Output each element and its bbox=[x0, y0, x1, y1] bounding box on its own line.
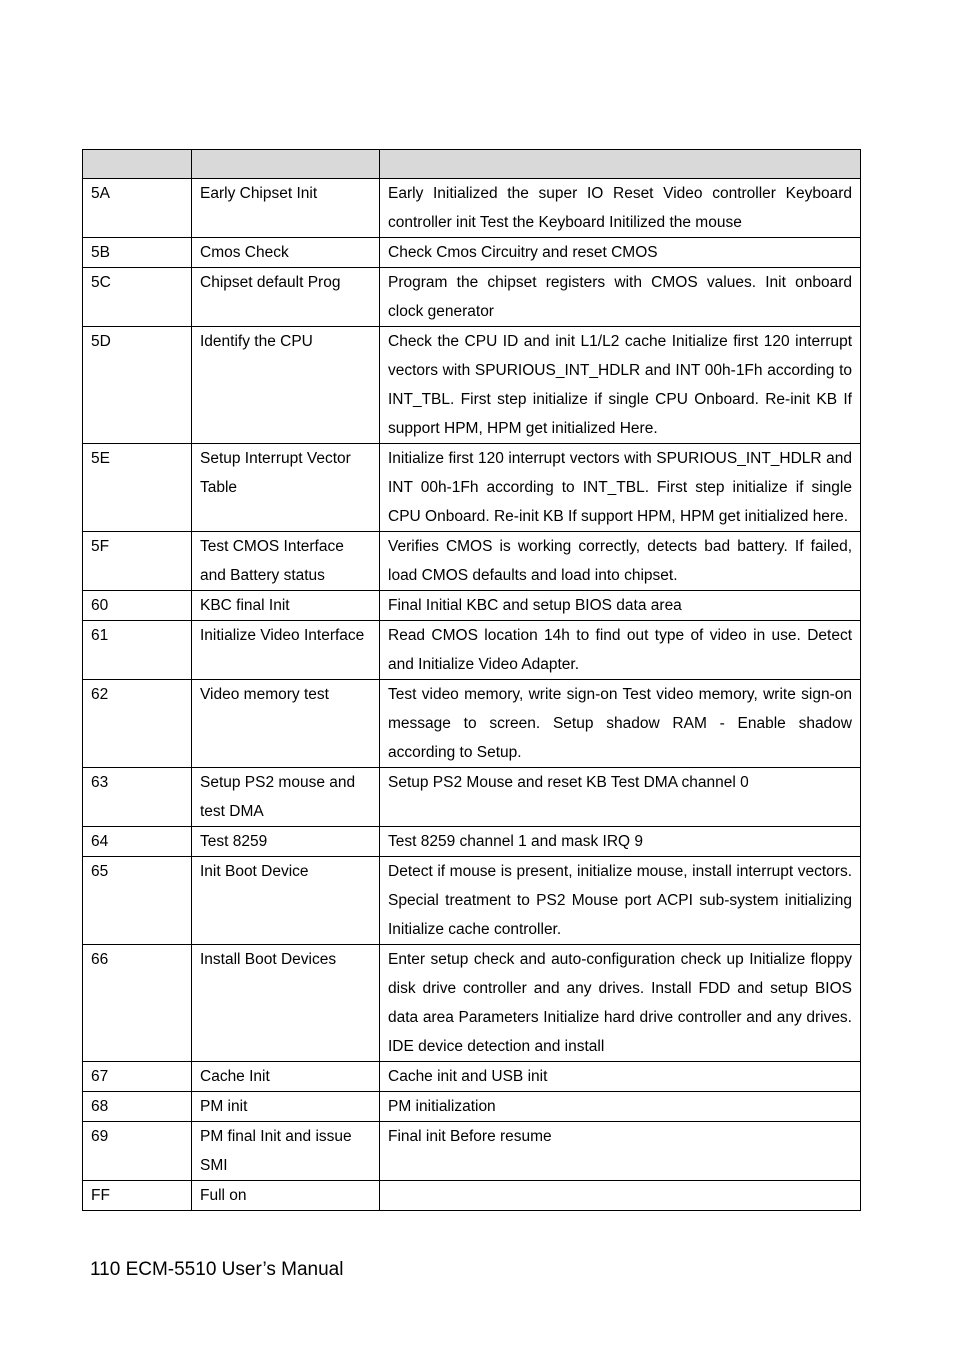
name-cell: Full on bbox=[192, 1181, 380, 1211]
table-body bbox=[83, 179, 861, 1211]
description-cell: Early Initialized the super IO Reset Video controller Keyboard controller init Test the Keyboard Initilized the mouse bbox=[380, 179, 861, 238]
description-cell: Initialize first 120 interrupt vectors with SPURIOUS_INT_HDLR and INT 00h-1Fh according to INT_TBL. First step initialize if single CPU Onboard. Re-init KB If support HPM, HPM get initialized here. bbox=[380, 444, 861, 532]
page-footer: 110 ECM-5510 User’s Manual bbox=[90, 1259, 344, 1280]
code-cell: 5B bbox=[83, 238, 192, 268]
description-cell: Cache init and USB init bbox=[380, 1062, 861, 1092]
name-cell: Chipset default Prog bbox=[192, 268, 380, 327]
header-cell-name bbox=[192, 150, 380, 179]
name-cell: Init Boot Device bbox=[192, 857, 380, 945]
code-cell: 66 bbox=[83, 945, 192, 1062]
code-cell: 64 bbox=[83, 827, 192, 857]
name-cell: PM final Init and issue SMI bbox=[192, 1122, 380, 1181]
table-header-row bbox=[83, 150, 861, 179]
name-cell: Video memory test bbox=[192, 680, 380, 768]
code-cell: 63 bbox=[83, 768, 192, 827]
table-row bbox=[83, 857, 861, 945]
name-cell: Cache Init bbox=[192, 1062, 380, 1092]
description-cell: Setup PS2 Mouse and reset KB Test DMA channel 0 bbox=[380, 768, 861, 827]
name-cell: Setup PS2 mouse and test DMA bbox=[192, 768, 380, 827]
table-row bbox=[83, 327, 861, 444]
description-cell bbox=[380, 1181, 861, 1211]
description-cell: Program the chipset registers with CMOS values. Init onboard clock generator bbox=[380, 268, 861, 327]
table-row bbox=[83, 1122, 861, 1181]
name-cell: Test 8259 bbox=[192, 827, 380, 857]
description-cell: Verifies CMOS is working correctly, detects bad battery. If failed, load CMOS defaults and load into chipset. bbox=[380, 532, 861, 591]
code-cell: 5A bbox=[83, 179, 192, 238]
post-code-table bbox=[82, 149, 861, 1211]
name-cell: Setup Interrupt Vector Table bbox=[192, 444, 380, 532]
code-cell: 65 bbox=[83, 857, 192, 945]
name-cell: PM init bbox=[192, 1092, 380, 1122]
table-row bbox=[83, 179, 861, 238]
table-row bbox=[83, 945, 861, 1062]
header-cell-code bbox=[83, 150, 192, 179]
description-cell: Read CMOS location 14h to find out type of video in use. Detect and Initialize Video Adapter. bbox=[380, 621, 861, 680]
table-row bbox=[83, 238, 861, 268]
name-cell: Early Chipset Init bbox=[192, 179, 380, 238]
description-cell: Enter setup check and auto-configuration check up Initialize floppy disk drive controller and any drives. Install FDD and setup BIOS data area Parameters Initialize hard drive controller and any drives. IDE device detection and install bbox=[380, 945, 861, 1062]
code-cell: 5E bbox=[83, 444, 192, 532]
table-row bbox=[83, 621, 861, 680]
description-cell: Final init Before resume bbox=[380, 1122, 861, 1181]
table-row bbox=[83, 444, 861, 532]
code-cell: 67 bbox=[83, 1062, 192, 1092]
table-row bbox=[83, 1062, 861, 1092]
header-cell-description bbox=[380, 150, 861, 179]
table-row bbox=[83, 768, 861, 827]
code-cell: 62 bbox=[83, 680, 192, 768]
name-cell: KBC final Init bbox=[192, 591, 380, 621]
description-cell: Test 8259 channel 1 and mask IRQ 9 bbox=[380, 827, 861, 857]
code-cell: 5C bbox=[83, 268, 192, 327]
description-cell: Detect if mouse is present, initialize mouse, install interrupt vectors. Special treatment to PS2 Mouse port ACPI sub-system initializing Initialize cache controller. bbox=[380, 857, 861, 945]
table-row bbox=[83, 680, 861, 768]
table-row bbox=[83, 591, 861, 621]
code-cell: FF bbox=[83, 1181, 192, 1211]
name-cell: Install Boot Devices bbox=[192, 945, 380, 1062]
table-row bbox=[83, 268, 861, 327]
table-row bbox=[83, 827, 861, 857]
name-cell: Initialize Video Interface bbox=[192, 621, 380, 680]
code-cell: 69 bbox=[83, 1122, 192, 1181]
code-cell: 60 bbox=[83, 591, 192, 621]
name-cell: Test CMOS Interface and Battery status bbox=[192, 532, 380, 591]
description-cell: Check the CPU ID and init L1/L2 cache Initialize first 120 interrupt vectors with SPURIOUS_INT_HDLR and INT 00h-1Fh according to INT_TBL. First step initialize if single CPU Onboard. Re-init KB If support HPM, HPM get initialized Here. bbox=[380, 327, 861, 444]
description-cell: Final Initial KBC and setup BIOS data area bbox=[380, 591, 861, 621]
table-row bbox=[83, 1092, 861, 1122]
name-cell: Identify the CPU bbox=[192, 327, 380, 444]
description-cell: Test video memory, write sign-on Test video memory, write sign-on message to screen. Setup shadow RAM - Enable shadow according to Setup. bbox=[380, 680, 861, 768]
code-cell: 5F bbox=[83, 532, 192, 591]
code-cell: 61 bbox=[83, 621, 192, 680]
description-cell: Check Cmos Circuitry and reset CMOS bbox=[380, 238, 861, 268]
code-cell: 5D bbox=[83, 327, 192, 444]
name-cell: Cmos Check bbox=[192, 238, 380, 268]
description-cell: PM initialization bbox=[380, 1092, 861, 1122]
table-row bbox=[83, 532, 861, 591]
table-row bbox=[83, 1181, 861, 1211]
code-cell: 68 bbox=[83, 1092, 192, 1122]
